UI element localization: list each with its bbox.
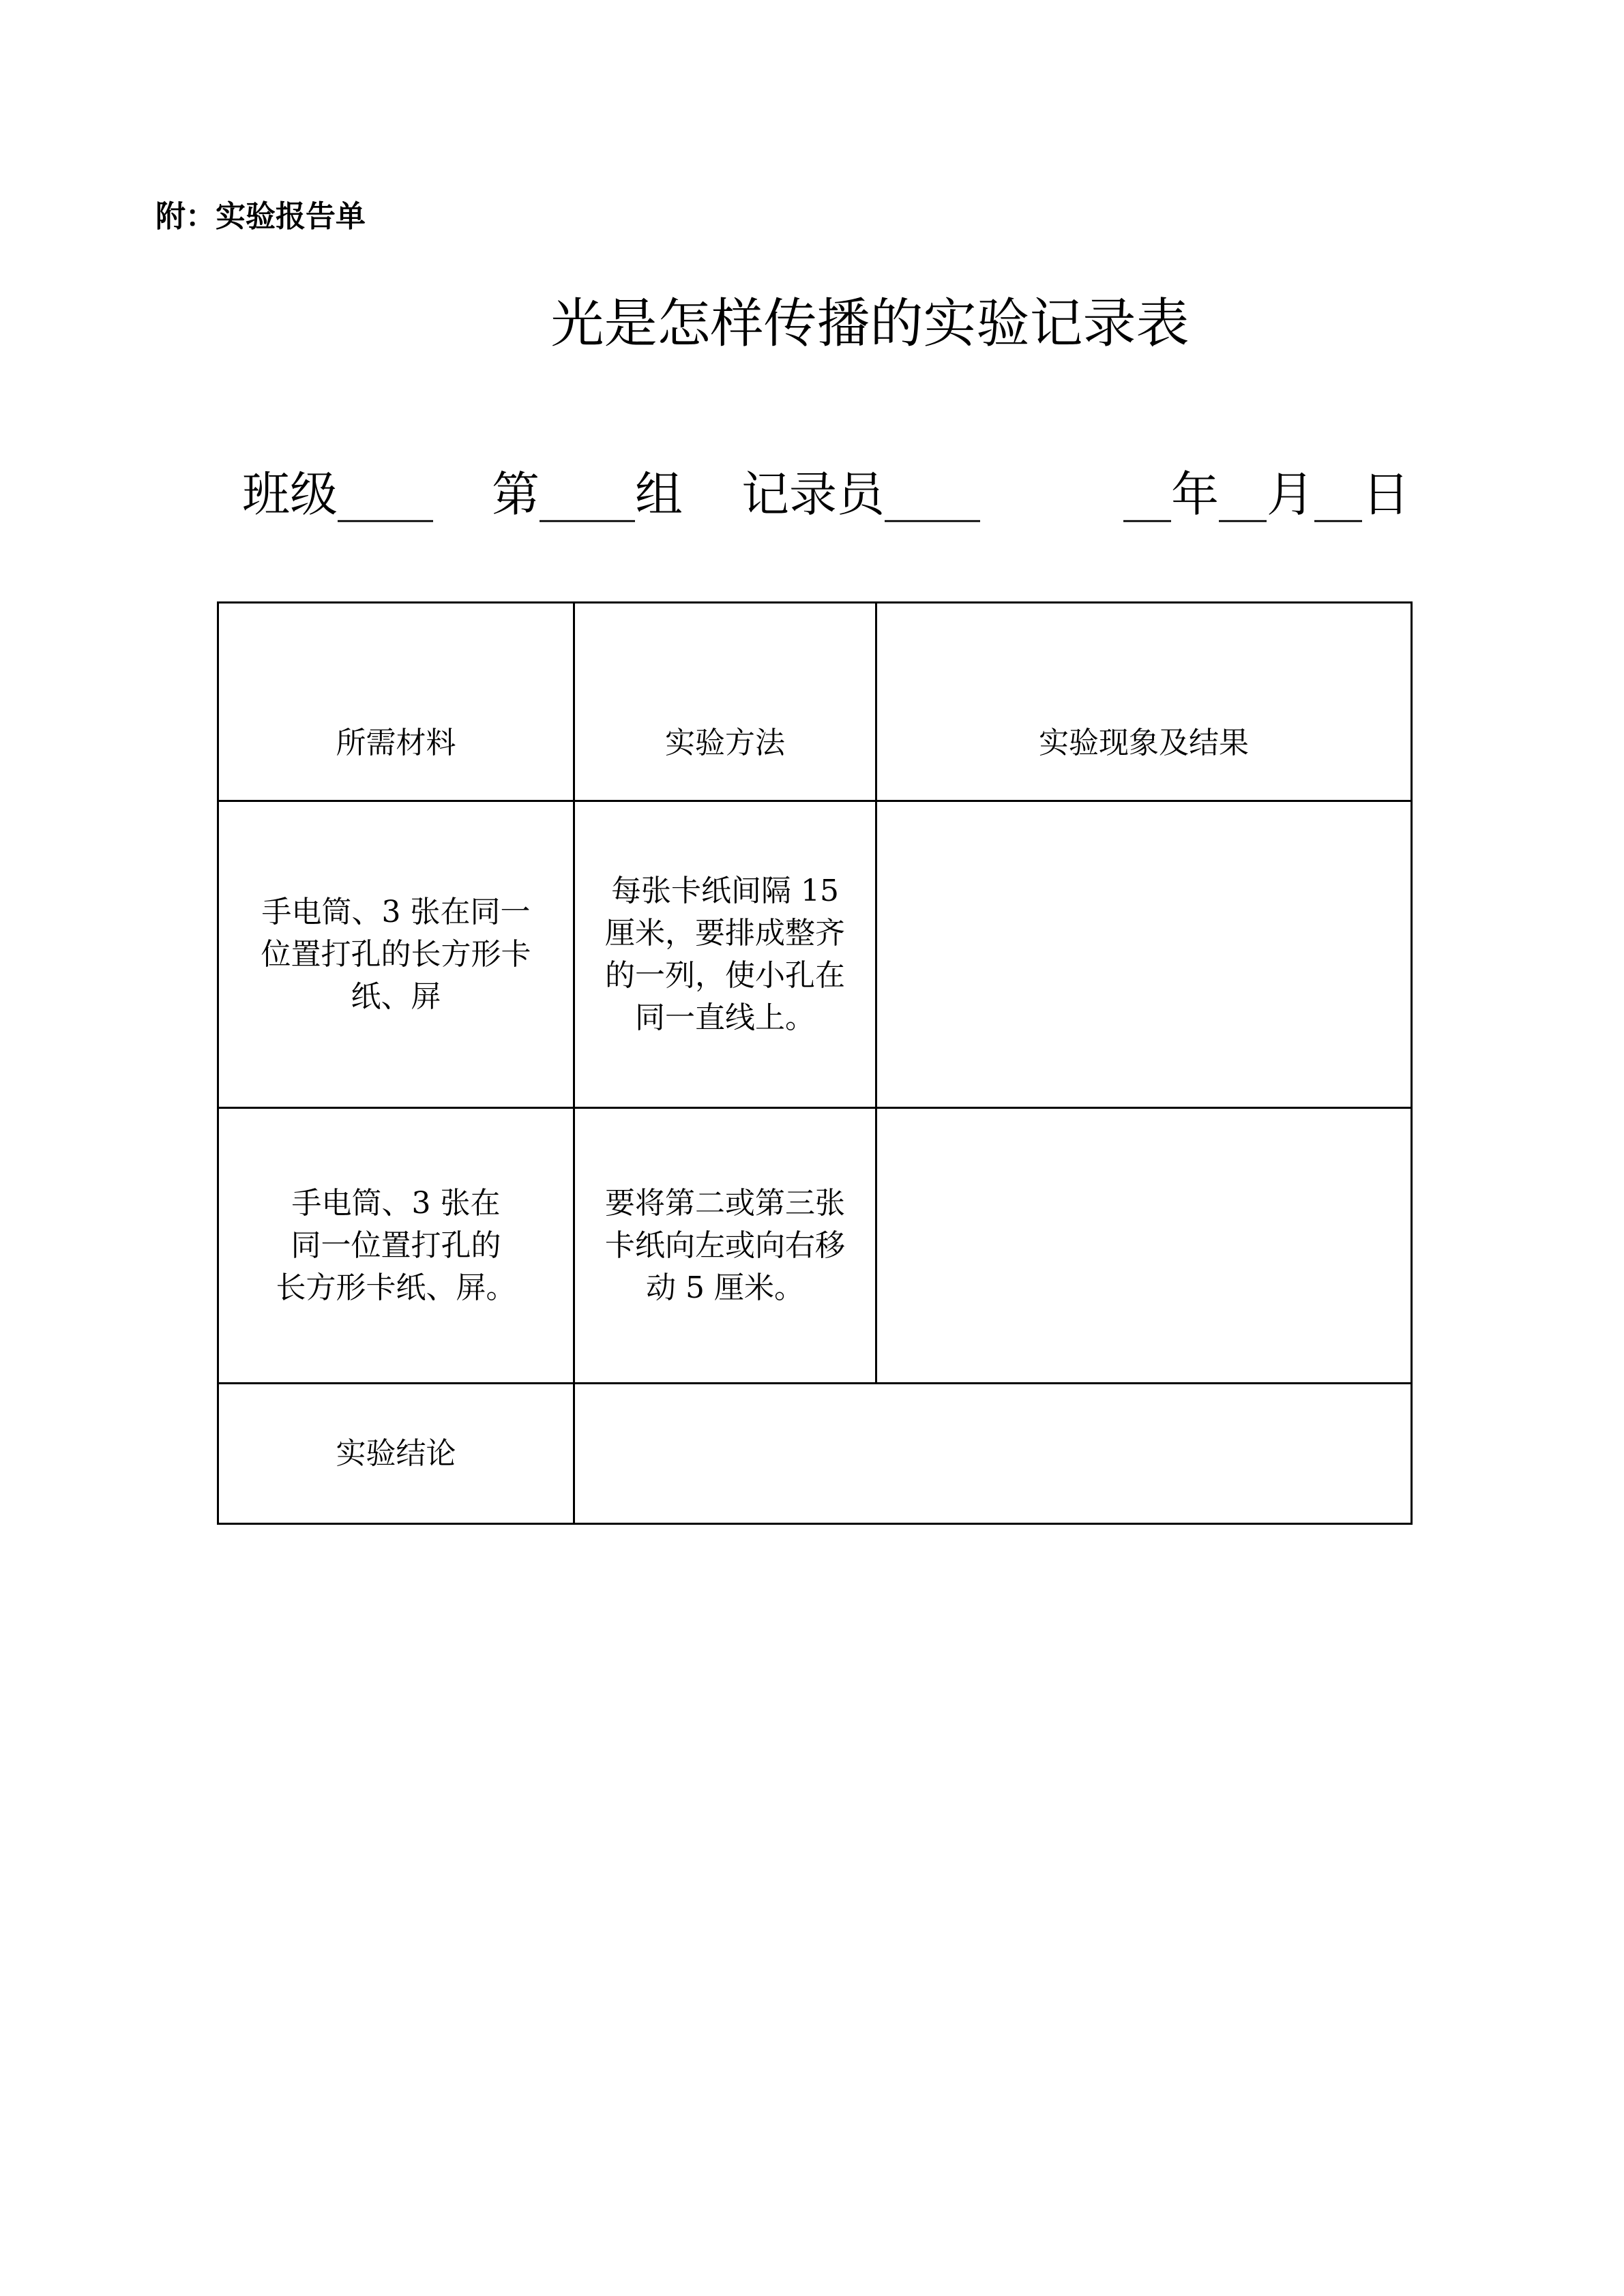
conclusion-row	[218, 1384, 1412, 1524]
table-row	[218, 1108, 1412, 1384]
header-result: 实验现象及结果	[876, 603, 1412, 801]
table-row	[218, 801, 1412, 1108]
recorder-field[interactable]: 记录员____	[741, 466, 980, 522]
conclusion-cell[interactable]	[574, 1384, 1412, 1524]
method-cell	[574, 801, 876, 1108]
result-cell[interactable]	[876, 1108, 1412, 1384]
method-cell	[574, 1108, 876, 1384]
materials-text: 手电筒、3 张在 同一位置打孔的 长方形卡纸、屏。	[276, 1185, 516, 1305]
appendix-label: 附：实验报告单	[156, 199, 366, 234]
table-header-row	[218, 603, 1412, 801]
method-text: 要将第二或第三张 卡纸向左或向右移 动 5 厘米。	[605, 1185, 845, 1305]
date-field[interactable]: __年__月__日	[1123, 466, 1410, 522]
method-text: 每张卡纸间隔 15 厘米，要排成整齐 的一列，使小孔在 同一直线上。	[605, 873, 845, 1035]
header-materials: 所需材料	[218, 603, 574, 801]
materials-cell	[218, 1108, 574, 1384]
result-cell[interactable]	[876, 801, 1412, 1108]
experiment-record-table	[217, 601, 1413, 1525]
info-line	[242, 464, 1410, 525]
header-method: 实验方法	[574, 603, 876, 801]
conclusion-label: 实验结论	[218, 1384, 574, 1524]
materials-cell	[218, 801, 574, 1108]
materials-text: 手电筒、3 张在同一 位置打孔的长方形卡 纸、屏	[261, 894, 531, 1014]
group-field[interactable]: 第____组	[492, 466, 683, 522]
class-field[interactable]: 班级____	[242, 466, 433, 522]
page-title: 光是怎样传播的实验记录表	[550, 293, 1190, 355]
